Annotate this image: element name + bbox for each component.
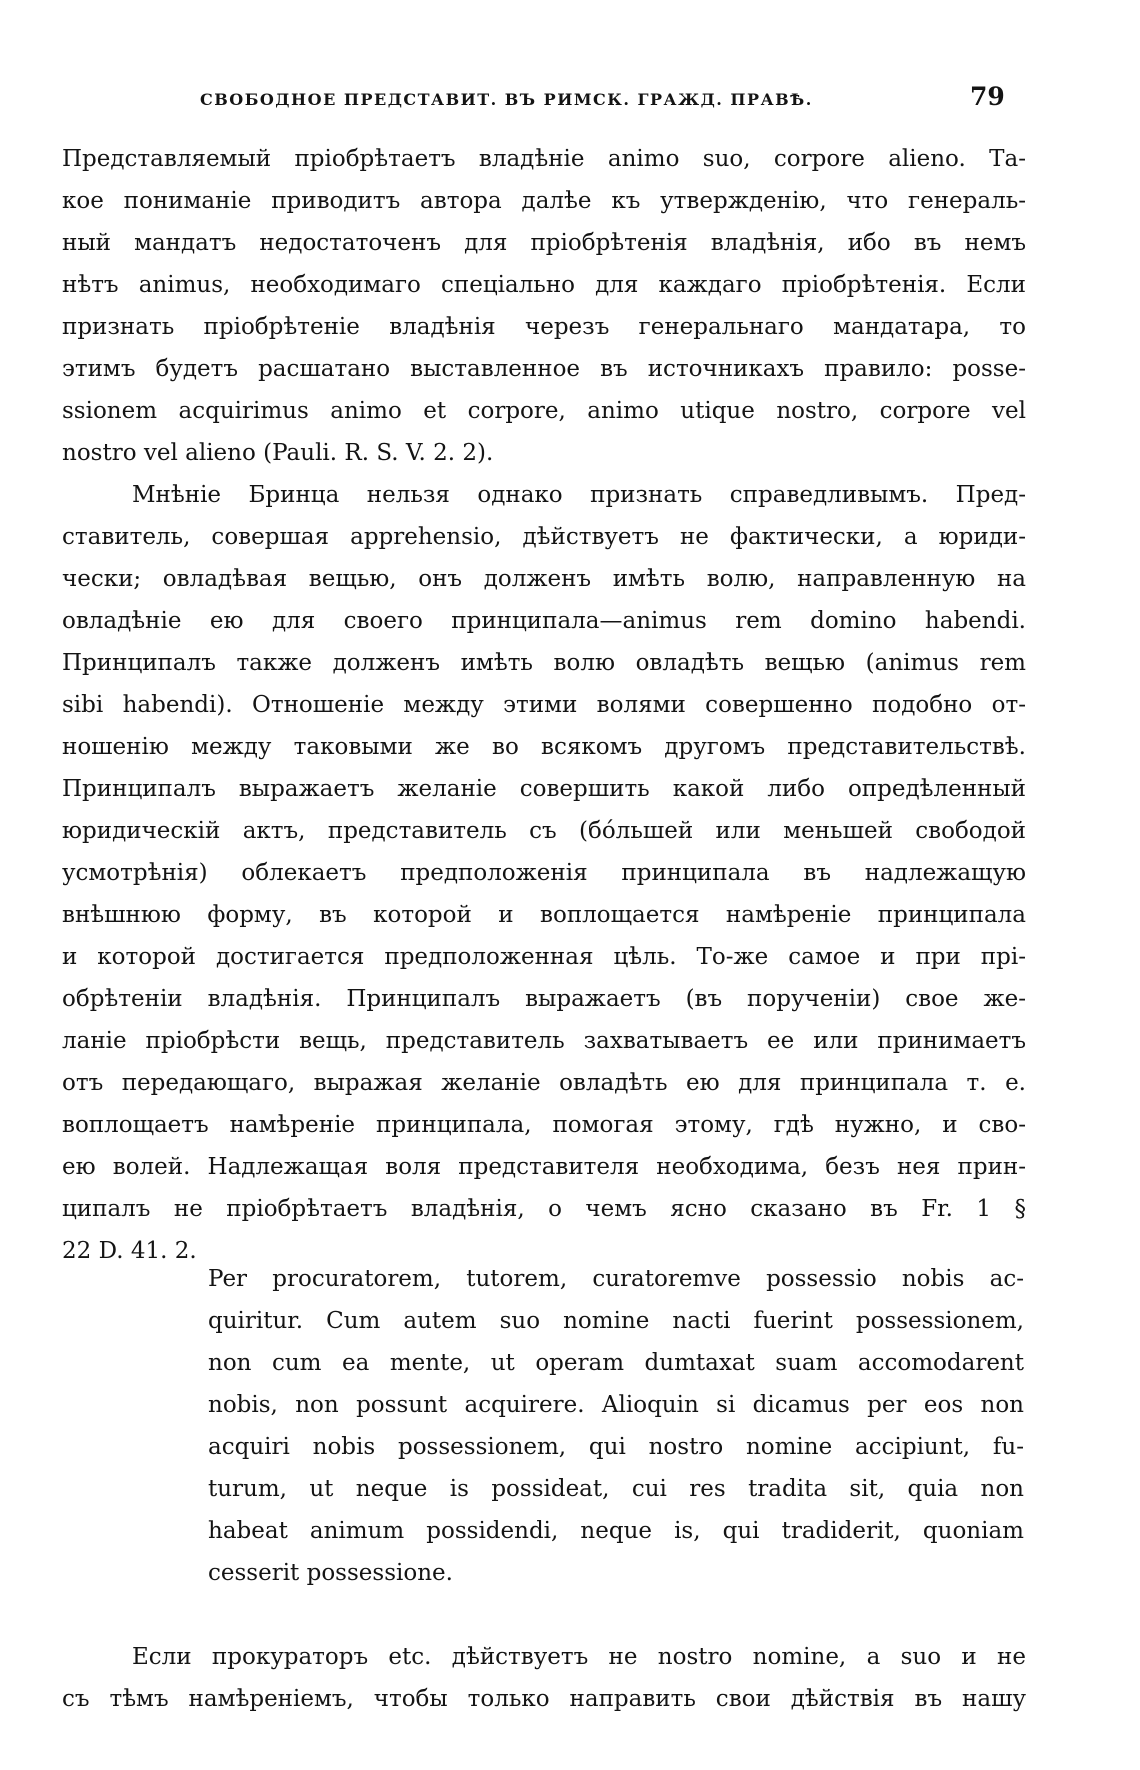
text-line: этимъ будетъ расшатано выставленное въ источникахъ правило: posse- [62,356,1026,382]
text-line: ный мандатъ недостаточенъ для пріобрѣтенія владѣнія, ибо въ немъ [62,230,1026,256]
quote-line: cesserit possessione. [208,1560,453,1586]
paragraph-2 [62,474,1026,1272]
quote-line: turum, ut neque is possideat, cui res tradita sit, quia non [208,1476,1024,1502]
text-line: ssionem acquirimus animo et corpore, animo utique nostro, corpore vel [62,398,1026,424]
text-line: ланіе пріобрѣсти вещь, представитель захватываетъ ее или принимаетъ [62,1028,1026,1054]
text-line: внѣшнюю форму, въ которой и воплощается намѣреніе принципала [62,902,1026,928]
paragraph-1 [62,138,1026,474]
quote-line: acquiri nobis possessionem, qui nostro nomine accipiunt, fu- [208,1434,1024,1460]
text-line: съ тѣмъ намѣреніемъ, чтобы только направить свои дѣйствія въ нашу [62,1686,1026,1712]
text-line: обрѣтеніи владѣнія. Принципалъ выражаетъ (въ порученіи) свое же- [62,986,1026,1012]
quote-line: Per procuratorem, tutorem, curatoremve possessio nobis ac- [208,1266,1024,1292]
quote-line: habeat animum possidendi, neque is, qui tradiderit, quoniam [208,1518,1024,1544]
paragraph-3 [62,1636,1026,1720]
quote-line: quiritur. Cum autem suo nomine nacti fuerint possessionem, [208,1308,1024,1334]
text-line: Принципалъ выражаетъ желаніе совершить какой либо опредѣленный [62,776,1026,802]
text-line: юридическій актъ, представитель съ (бóльшей или меньшей свободой [62,818,1026,844]
text-line: усмотрѣнія) облекаетъ предположенія принципала въ надлежащую [62,860,1026,886]
text-line: нѣтъ animus, необходимаго спеціально для каждаго пріобрѣтенія. Если [62,272,1026,298]
text-line: отъ передающаго, выражая желаніе овладѣть ею для принципала т. е. [62,1070,1026,1096]
text-line: овладѣніе ею для своего принципала—animus rem domino habendi. [62,608,1026,634]
text-line: ставитель, совершая apprehensio, дѣйствуетъ не фактически, а юриди- [62,524,1026,550]
text-line: кое пониманіе приводитъ автора далѣе къ утвержденію, что генераль- [62,188,1026,214]
text-line: sibi habendi). Отношеніе между этими волями совершенно подобно от- [62,692,1026,718]
text-line: Мнѣніе Бринца нельзя однако признать справедливымъ. Пред- [132,482,1026,508]
text-line: и которой достигается предположенная цѣль. То-же самое и при прі- [62,944,1026,970]
text-line: nostro vel alieno (Pauli. R. S. V. 2. 2). [62,440,494,466]
text-line: Если прокураторъ etc. дѣйствуетъ не nostro nomine, а suo и не [132,1644,1026,1670]
page-number: 79 [970,82,1005,111]
text-line: Принципалъ также долженъ имѣть волю овладѣть вещью (animus rem [62,650,1026,676]
latin-quotation [208,1258,1024,1594]
text-line: 22 D. 41. 2. [62,1238,197,1264]
quote-line: nobis, non possunt acquirere. Alioquin si dicamus per eos non [208,1392,1024,1418]
text-line: ношенію между таковыми же во всякомъ другомъ представительствѣ. [62,734,1026,760]
text-line: признать пріобрѣтеніе владѣнія черезъ генеральнаго мандатара, то [62,314,1026,340]
text-line: Представляемый пріобрѣтаетъ владѣніе animo suo, corpore alieno. Та- [62,146,1026,172]
text-line: ципалъ не пріобрѣтаетъ владѣнія, о чемъ ясно сказано въ Fr. 1 § [62,1196,1026,1222]
text-line: воплощаетъ намѣреніе принципала, помогая этому, гдѣ нужно, и сво- [62,1112,1026,1138]
text-line: ею волей. Надлежащая воля представителя необходима, безъ нея прин- [62,1154,1026,1180]
main-text [62,138,1026,1272]
running-head: СВОБОДНОЕ ПРЕДСТАВИТ. ВЪ РИМСК. ГРАЖД. ПРАВѢ. [200,90,813,109]
quote-line: non cum ea mente, ut operam dumtaxat suam accomodarent [208,1350,1024,1376]
text-line: чески; овладѣвая вещью, онъ долженъ имѣть волю, направленную на [62,566,1026,592]
